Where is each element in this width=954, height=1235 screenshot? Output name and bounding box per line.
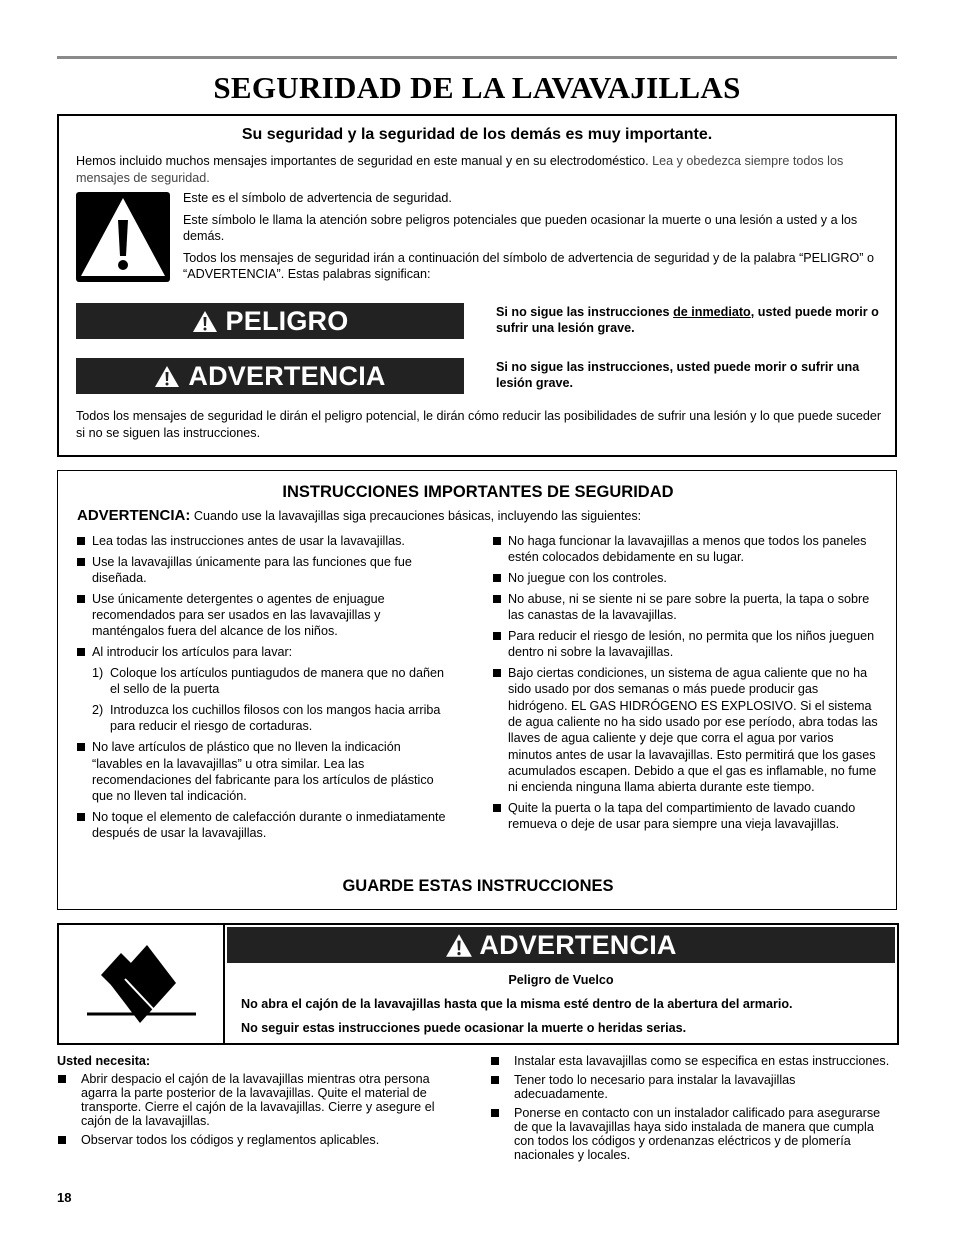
page-title: SEGURIDAD DE LA LAVAVAJILLAS — [213, 70, 741, 105]
you-need-left-column — [57, 1072, 467, 1152]
list-item — [492, 591, 878, 624]
safety-intro — [76, 153, 884, 187]
symbol-text-1: Este es el símbolo de advertencia de seguridad. — [183, 191, 452, 205]
safety-footer: Todos los mensajes de seguridad le dirán el peligro potencial, le dirán cómo reducir las posibilidades de sufrir una lesión y lo que puede suceder si no se siguen las instrucciones. — [76, 409, 882, 440]
list-item — [76, 533, 446, 549]
sub-item-number: 2) — [92, 703, 104, 718]
sub-list-item — [76, 665, 446, 698]
bullet-icon — [77, 558, 85, 566]
intro-tail: Lea y obedezca siempre todos los mensajes de seguridad. — [76, 154, 844, 185]
bullet-icon — [77, 648, 85, 656]
instructions-right-column — [492, 533, 878, 837]
bullet-icon — [491, 1057, 499, 1065]
safety-message-box — [57, 114, 897, 457]
symbol-text-2: Este símbolo le llama la atención sobre peligros potenciales que pueden ocasionar la muerte o una lesión a usted y a los demás. — [183, 213, 858, 243]
bullet-icon — [493, 804, 501, 812]
list-item — [492, 628, 878, 661]
tip-over-icon-panel — [59, 925, 225, 1043]
tip-over-line-3: No seguir estas instrucciones puede ocasionar la muerte o heridas serias. — [241, 1021, 687, 1035]
tip-over-warning-banner — [227, 927, 895, 963]
instructions-warning — [77, 507, 641, 524]
intro-main: Hemos incluido muchos mensajes importantes de seguridad en este manual y en su electrodoméstico. — [76, 154, 649, 168]
bullet-icon — [77, 813, 85, 821]
danger-desc-post: , usted puede morir o sufrir una lesión grave. — [496, 305, 879, 335]
list-item-text: Abrir despacio el cajón de la lavavajillas mientras otra persona agarra la parte posterior de la lavavajillas. Quite el material de transporte. Cierre el cajón de la lavavajillas. Cierre y asegure el cajón de la lavavajillas. — [81, 1072, 435, 1128]
sub-item-text: Introduzca los cuchillos filosos con los mangos hacia arriba para reducir el riesgo de cortaduras. — [110, 703, 441, 734]
safety-alert-icon — [76, 192, 170, 282]
list-item-text: Lea todas las instrucciones antes de usar la lavavajillas. — [92, 534, 405, 548]
bullet-icon — [491, 1109, 499, 1117]
warning-description: Si no sigue las instrucciones, usted puede morir o sufrir una lesión grave. — [496, 360, 860, 390]
list-item — [492, 570, 878, 586]
tip-over-warning-box — [57, 923, 899, 1045]
bullet-icon — [58, 1136, 66, 1144]
list-item-text: Instalar esta lavavajillas como se especifica en estas instrucciones. — [514, 1054, 890, 1068]
list-item-text: Al introducir los artículos para lavar: — [92, 645, 293, 660]
list-item — [76, 739, 446, 804]
list-item-text: No abuse, ni se siente ni se pare sobre la puerta, la tapa o sobre las canastas de la lavavajillas. — [508, 591, 870, 623]
tip-over-title: Peligro de Vuelco — [508, 973, 614, 987]
top-rule — [57, 56, 897, 59]
bullet-icon — [493, 632, 501, 640]
instructions-heading: INSTRUCCIONES IMPORTANTES DE SEGURIDAD — [282, 483, 674, 501]
list-item-text: No haga funcionar la lavavajillas a menos que todos los paneles estén colocados debidamente en su lugar. — [508, 534, 867, 565]
bullet-icon — [493, 669, 501, 677]
warning-banner — [76, 358, 464, 394]
you-need-right-column — [490, 1054, 890, 1167]
warning-triangle-icon — [445, 933, 473, 958]
list-item — [57, 1133, 467, 1147]
save-instructions-text: GUARDE ESTAS INSTRUCCIONES — [342, 877, 614, 895]
list-item-text: No lave artículos de plástico que no lleven la indicación “lavables en la lavavajillas” u otra similar. Lea las recomendaciones del fabricante para los artículos de plástico que no lleven tal indicación. — [92, 740, 434, 804]
bullet-icon — [77, 743, 85, 751]
warning-triangle-icon — [154, 365, 180, 388]
list-item-text: Ponerse en contacto con un instalador calificado para asegurarse de que la lavavajillas haya sido instalada de manera que cumpla con todos los códigos y ordenanzas eléctricos y de plomería nacionales y locales. — [514, 1106, 881, 1162]
tip-over-hazard-icon — [59, 925, 223, 1043]
bullet-icon — [491, 1076, 499, 1084]
list-item — [490, 1106, 890, 1162]
list-item-text: No toque el elemento de calefacción durante o inmediatamente después de usar la lavavajillas. — [92, 809, 446, 841]
bullet-icon — [493, 574, 501, 582]
list-item — [492, 533, 878, 566]
list-item-text: Bajo ciertas condiciones, un sistema de agua caliente que no ha sido usado por dos semanas o más puede producir gas hidrógeno. EL GAS HIDRÓGENO ES EXPLOSIVO. Si el sistema de agua caliente no ha sido usado por ese período, abra todas las llaves de agua caliente y deje que corra el agua por varios minutos antes de usar la lavavajillas. Esto permitirá que los gases acumulados escapen. Debido a que el gas es inflamable, no fume ni encienda ninguna llama abierta durante este tiempo. — [508, 666, 878, 795]
list-item-text: Use únicamente detergentes o agentes de enjuague recomendados para ser usados en las lavavajillas y manténgalos fuera del alcance de los niños. — [92, 591, 385, 639]
warning-triangle-icon — [192, 310, 218, 333]
danger-desc-pre: Si no sigue las instrucciones — [496, 305, 674, 319]
bullet-icon — [58, 1075, 66, 1083]
danger-description — [496, 304, 886, 336]
list-item — [492, 665, 878, 795]
safety-heading: Su seguridad y la seguridad de los demás es muy importante. — [241, 126, 713, 143]
list-item-text: Para reducir el riesgo de lesión, no permita que los niños jueguen dentro ni sobre la lavavajillas. — [508, 628, 875, 660]
list-item — [490, 1073, 890, 1101]
list-item-text: Quite la puerta o la tapa del compartimiento de lavado cuando remueva o deje de usar para siempre una vieja lavavajillas. — [508, 800, 856, 832]
danger-label: PELIGRO — [225, 305, 349, 336]
list-item-text: No juegue con los controles. — [508, 571, 667, 586]
list-item-text: Use la lavavajillas únicamente para las funciones que fue diseñada. — [92, 554, 412, 586]
bullet-icon — [493, 595, 501, 603]
list-item-text: Observar todos los códigos y reglamentos aplicables. — [81, 1133, 380, 1147]
list-item — [490, 1054, 890, 1068]
important-instructions-box — [57, 470, 897, 910]
bullet-icon — [77, 537, 85, 545]
danger-banner — [76, 303, 464, 339]
sub-list-item — [76, 702, 446, 735]
bullet-icon — [77, 595, 85, 603]
sub-item-number: 1) — [92, 666, 104, 681]
list-item — [76, 809, 446, 842]
instructions-warning-text: Cuando use la lavavajillas siga precauciones básicas, incluyendo las siguientes: — [190, 509, 642, 523]
list-item — [57, 1072, 467, 1128]
sub-item-text: Coloque los artículos puntiagudos de manera que no dañen el sello de la puerta — [110, 666, 444, 697]
list-item-text: Tener todo lo necesario para instalar la lavavajillas adecuadamente. — [514, 1073, 796, 1101]
warning-label: ADVERTENCIA — [188, 360, 386, 391]
bullet-icon — [493, 537, 501, 545]
page-number: 18 — [57, 1190, 72, 1205]
symbol-text-3: Todos los mensajes de seguridad irán a continuación del símbolo de advertencia de seguridad y de la palabra “PELIGRO” o “ADVERTENCIA”. Estas palabras significan: — [183, 251, 874, 281]
list-item — [76, 591, 446, 640]
instructions-left-column — [76, 533, 446, 846]
tip-over-warning-label: ADVERTENCIA — [479, 929, 677, 960]
list-item — [76, 554, 446, 587]
list-item — [492, 800, 878, 833]
instructions-warning-label: ADVERTENCIA: — [77, 507, 191, 524]
tip-over-line-2: No abra el cajón de la lavavajillas hasta que la misma esté dentro de la abertura del armario. — [241, 997, 793, 1011]
you-need-title: Usted necesita: — [57, 1054, 151, 1068]
list-item — [76, 644, 446, 660]
danger-desc-underlined: de inmediato — [673, 305, 751, 319]
